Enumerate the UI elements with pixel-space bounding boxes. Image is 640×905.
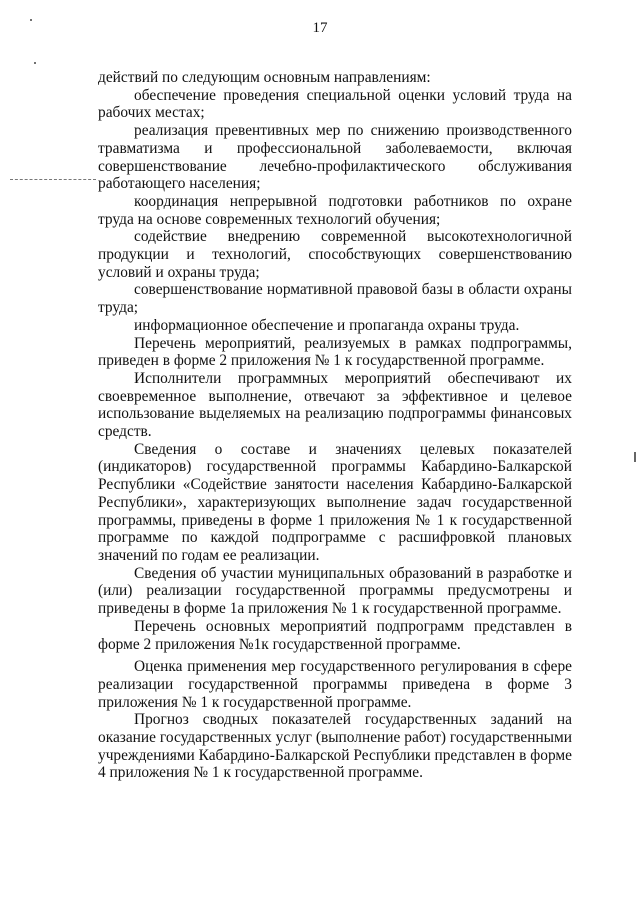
paragraph: Перечень мероприятий, реализуемых в рамках подпрограммы, приведен в форме 2 приложения № 1 к государственной программе. <box>98 334 572 370</box>
scan-edge-mark <box>634 452 636 462</box>
paragraph: Оценка применения мер государственного регулирования в сфере реализации государственной программы приведена в форме 3 приложения № 1 к государственной программе. <box>98 658 572 711</box>
document-body <box>98 69 572 782</box>
paragraph: координация непрерывной подготовки работников по охране труда на основе современных технологий обучения; <box>98 192 572 228</box>
paragraph: обеспечение проведения специальной оценки условий труда на рабочих местах; <box>98 86 572 122</box>
scan-dash-mark <box>10 179 96 180</box>
scan-speck <box>34 62 36 64</box>
paragraph: Исполнители программных мероприятий обеспечивают их своевременное выполнение, отвечают за эффективное и целевое использование выделяемых на реализацию подпрограммы финансовых средств. <box>98 369 572 441</box>
paragraph: Сведения об участии муниципальных образований в разработке и (или) реализации государственной программы предусмотрены и приведены в форме 1а приложения № 1 к государственной программе. <box>98 564 572 618</box>
paragraph: Прогноз сводных показателей государственных заданий на оказание государственных услуг (выполнение работ) государственными учреждениями Кабардино-Балкарской Республики представлен в форме 4 приложения № 1 к государственной программе. <box>98 711 572 782</box>
paragraph: Сведения о составе и значениях целевых показателей (индикаторов) государственной программы Кабардино-Балкарской Республики «Содействие занятости населения Кабардино-Балкарской Республики», характеризующих выполнение задач государственной программы, приведены в форме 1 приложения № 1 к государственной программе по каждой подпрограмме с расшифровкой плановых значений по годам ее реализации. <box>98 440 572 564</box>
paragraph: информационное обеспечение и пропаганда охраны труда. <box>134 316 520 334</box>
paragraph: Перечень основных мероприятий подпрограмм представлен в форме 2 приложения №1к государственной программе. <box>98 617 572 653</box>
paragraph: содействие внедрению современной высокотехнологичной продукции и технологий, способствующих совершенствованию условий и охраны труда; <box>98 228 572 281</box>
paragraph: совершенствование нормативной правовой базы в области охраны труда; <box>98 281 572 317</box>
page-number: 17 <box>312 20 328 36</box>
scan-speck <box>30 19 32 21</box>
paragraph: действий по следующим основным направлениям: <box>98 69 431 86</box>
paragraph: реализация превентивных мер по снижению производственного травматизма и профессиональной заболеваемости, включая совершенствование лечебно-профилактического обслуживания работающего населения; <box>98 122 572 193</box>
